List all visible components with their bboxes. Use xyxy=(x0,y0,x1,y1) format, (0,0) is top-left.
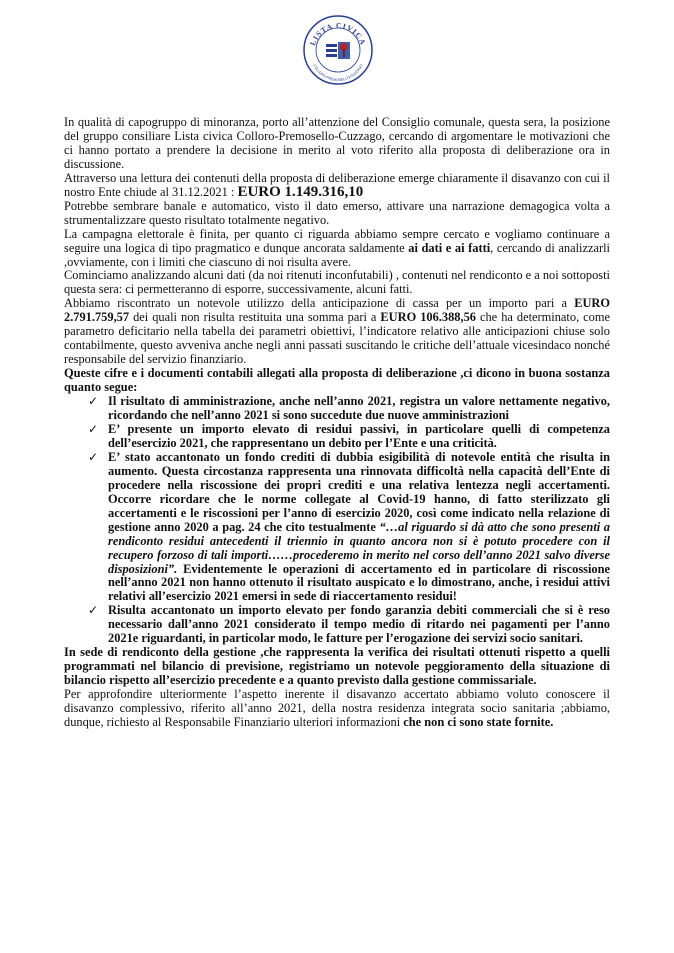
paragraph-text: Per approfondire ulteriormente l’aspetto inerente il disavanzo accertato abbiamo voluto conoscere il disavanzo complessivo, riferito all’anno 2021, della nostra residenza integrata socio sanitaria ;abbiamo, dunque, richiesto al Responsabile Finanziario ulteriori informazioni xyxy=(64,687,610,729)
bold-phrase: che non ci sono state fornite. xyxy=(403,714,554,729)
logo-top-text: LISTA CIVICA xyxy=(308,20,368,47)
checklist-item xyxy=(88,394,610,423)
paragraph-text: Abbiamo riscontrato un notevole utilizzo della anticipazione di cassa per un importo pari a xyxy=(64,296,575,311)
bold-phrase: ai dati e ai fatti xyxy=(408,240,491,255)
checklist-item xyxy=(88,449,610,604)
paragraph-cifre: Queste cifre e i documenti contabili allegati alla proposta di deliberazione ,ci dicono in buona sostanza quanto segue: xyxy=(64,366,610,395)
paragraph-approfondire xyxy=(64,688,610,730)
paragraph-text: La campagna elettorale è finita, per quanto ci riguarda abbiamo sempre cercato e vogliamo continuare a seguire una logica di tipo pragmatico e dunque ancorata saldamente xyxy=(64,226,610,255)
paragraph-analisi: Cominciamo analizzando alcuni dati (da noi ritenuti inconfutabili) , contenuti nel rendiconto e a noi sottoposti questa sera: ci permetteranno di esporre, successivamente, alcuni fatti. xyxy=(64,268,610,297)
non-restituita-amount: EURO 106.388,56 xyxy=(380,310,476,325)
paragraph-campagna xyxy=(64,228,610,270)
logo-bottom-text: COLLORO-PREMOSELLO-CUZZAGO xyxy=(312,63,364,83)
paragraph-rendiconto: In sede di rendiconto della gestione ,che rappresenta la verifica dei risultati ottenuti rispetto a quelli programmati nel bilancio di previsione, registriamo un notevole peggioramento della situazione di bilancio rispetto all’esercizio precedente e a quanto previsto dalla gestione commissariale. xyxy=(64,645,610,688)
paragraph-narrazione: Potrebbe sembrare banale e automatico, visto il dato emerso, attivare una narrazione demagogica volta a strumentalizzare questo risultato totalmente negativo. xyxy=(64,198,610,227)
paragraph-text: dei quali non risulta restituita una somma pari a xyxy=(129,310,381,325)
paragraph-anticipazione xyxy=(64,297,610,367)
check-icon: ✓ xyxy=(88,449,99,464)
disavanzo-amount: EURO 1.149.316,10 xyxy=(237,183,364,200)
check-icon: ✓ xyxy=(88,394,99,409)
checklist-item-text: Evidentemente le operazioni di accertamento ed in particolare di riscossione nell’anno 2021 non hanno ottenuto il risultato auspicato e lo dimostrano, anche, i residui attivi relativi all’esercizio 2021 emersi in sede di riaccertamento residui! xyxy=(108,561,610,604)
checklist-item-text: E’ stato accantonato un fondo crediti di dubbia esigibilità di notevole entità che risulta in aumento. Questa circostanza rappresenta una rinnovata difficoltà nella capacità dell’Ente di procedere nella riscossione dei propri crediti e una relativa lentezza negli accertamenti. Occorre ricordare che le norme collegate al Covid-19 hanno, di fatto sterilizzato gli accertamenti e le riscossioni per l’anno di esercizio 2020, così come indicato nella relazione di gestione anno 2020 a pag. 24 che cito testualmente xyxy=(108,449,610,534)
paragraph-disavanzo xyxy=(64,172,610,200)
check-icon: ✓ xyxy=(88,421,99,436)
anticipazione-amount: EURO 2.791.759,57 xyxy=(64,296,610,325)
checklist-item-text: Il risultato di amministrazione, anche nell’anno 2021, registra un valore nettamente negativo, ricordando che nell’anno 2021 si sono succedute due nuove amministrazioni xyxy=(108,394,610,423)
tree-emblem-icon xyxy=(326,42,350,59)
paragraph-text: , cercando di analizzarli ,ovviamente, con i limiti che ciascuno di noi risulta avere. xyxy=(64,240,610,269)
check-icon: ✓ xyxy=(88,603,99,618)
checklist-item-text: Risulta accantonato un importo elevato per fondo garanzia debiti commerciali che si è reso necessario dall’anno 2021 considerato il tempo medio di ritardo nei pagamenti per l’anno 2021e riguardanti, in particolar modo, le fatture per l’erogazione dei servizi socio sanitari. xyxy=(108,603,610,646)
quoted-text: “…al riguardo si dà atto che sono presenti a rendiconto residui antecedenti il triennio in quanto ancora non si è potuto procedere con il recupero forzoso di tali importi……procederemo in merito nel corso dell’anno 2021 salvo diverse disposizioni”. xyxy=(108,519,610,576)
lista-civica-logo xyxy=(302,14,374,86)
paragraph-intro: In qualità di capogruppo di minoranza, porto all’attenzione del Consiglio comunale, questa sera, la posizione del gruppo consiliare Lista civica Colloro-Premosello-Cuzzago, cercando di argomentare le motivazioni che ci hanno portato a prendere la decisione in merito al voto riferito alla proposta di deliberazione ora in discussione. xyxy=(64,115,610,171)
checklist xyxy=(64,395,610,646)
document-body xyxy=(64,116,610,730)
checklist-item xyxy=(88,421,610,451)
paragraph-text: Attraverso una lettura dei contenuti della proposta di deliberazione emerge chiaramente il disavanzo con cui il nostro Ente chiude al 31.12.2021 : xyxy=(64,170,610,199)
paragraph-text: che ha determinato, come parametro deficitario nella tabella dei parametri obiettivi, l’indicatore relativo alle anticipazioni chiuse solo contabilmente, questo avveniva anche negli anni passati suscitando le critiche dell’attuale vicesindaco nonché responsabile del servizio finanziario. xyxy=(64,310,611,367)
checklist-item xyxy=(88,603,610,646)
checklist-item-text: E’ presente un importo elevato di residui passivi, in particolare quelli di competenza dell’esercizio 2021, che rappresentano un debito per l’Ente e una criticità. xyxy=(108,421,610,450)
